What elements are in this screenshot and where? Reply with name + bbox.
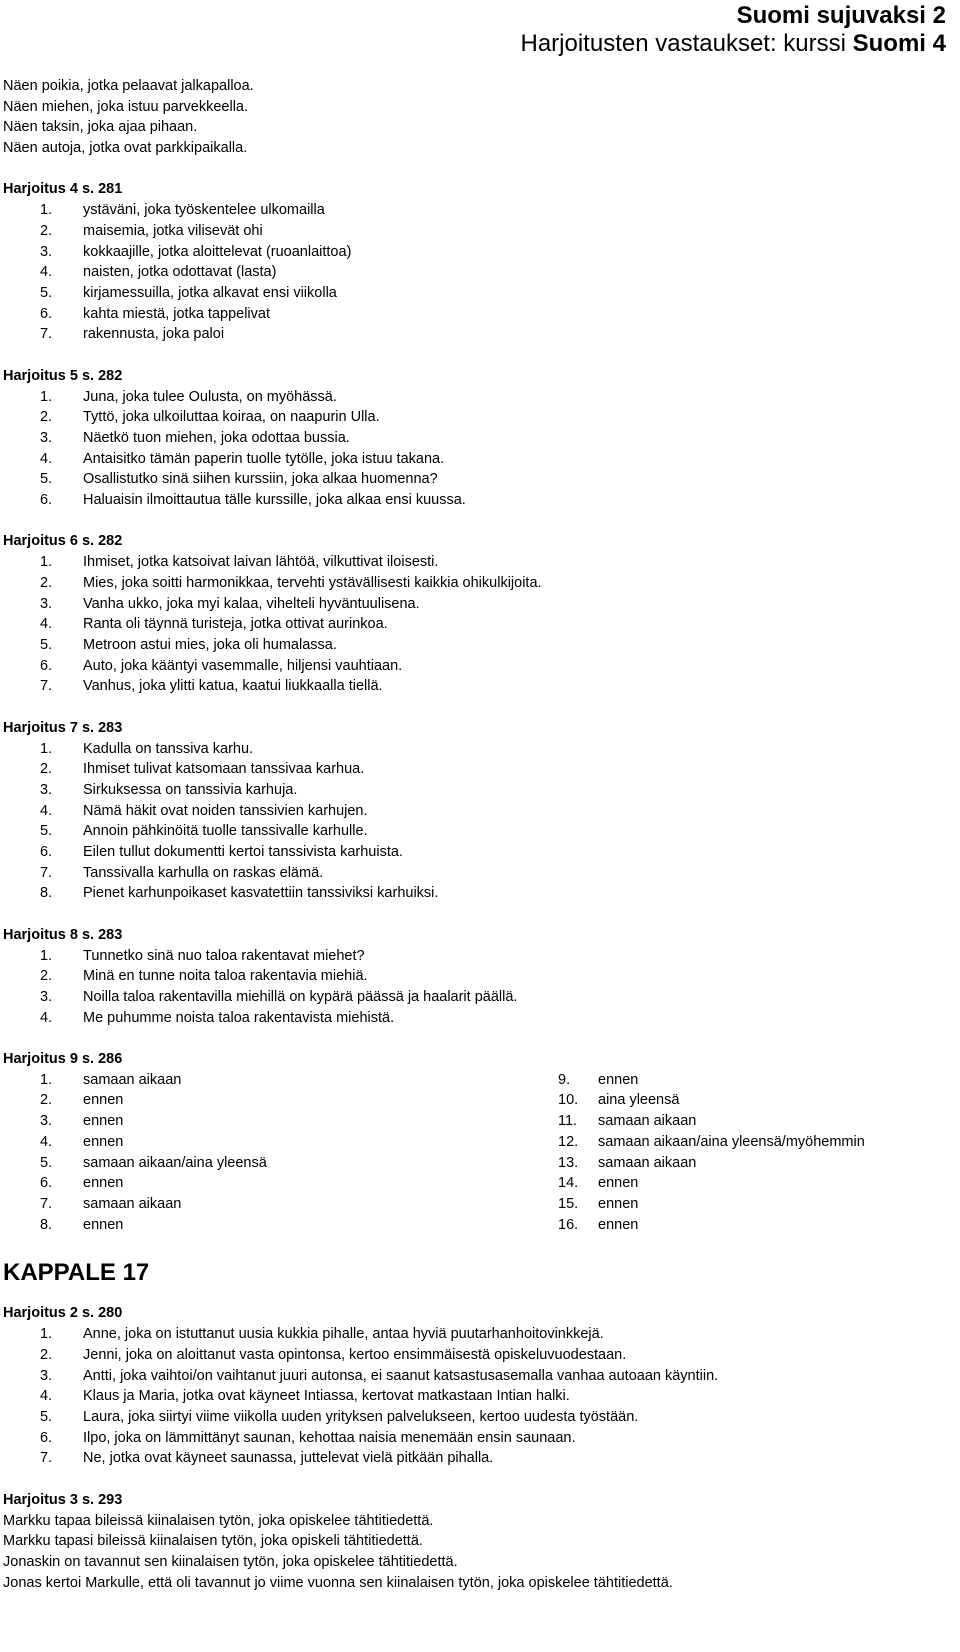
item-text: ennen xyxy=(598,1175,639,1192)
answer-item xyxy=(558,1215,943,1236)
item-number: 7. xyxy=(40,864,53,881)
item-text: Mies, joka soitti harmonikkaa, tervehti ystävällisesti kaikkia ohikulkijoita. xyxy=(83,574,542,591)
answer-item xyxy=(558,1194,943,1215)
item-text: Nämä häkit ovat noiden tanssivien karhujen. xyxy=(83,802,368,819)
answer-item xyxy=(3,946,943,967)
item-text: maisemia, jotka vilisevät ohi xyxy=(83,222,263,239)
item-number: 7. xyxy=(40,326,53,343)
item-text: Juna, joka tulee Oulusta, on myöhässä. xyxy=(83,388,337,405)
answer-item xyxy=(3,1111,558,1132)
answer-item xyxy=(3,842,943,863)
item-text: samaan aikaan xyxy=(83,1195,182,1212)
item-text: Jenni, joka on aloittanut vasta opintonsa, kertoo ensimmäisestä opiskeluvuodestaan. xyxy=(83,1346,627,1363)
item-number: 5. xyxy=(40,471,53,488)
answer-item xyxy=(3,407,943,428)
item-text: Klaus ja Maria, jotka ovat käyneet Intiassa, kertovat matkastaan Intian halki. xyxy=(83,1388,570,1405)
item-number: 1. xyxy=(40,1326,53,1343)
book-title: Suomi sujuvaksi 2 xyxy=(736,2,946,29)
answer-item xyxy=(3,594,943,615)
answer-item xyxy=(558,1090,943,1111)
intro-line: Näen miehen, joka istuu parvekkeella. xyxy=(3,98,249,115)
item-number: 5. xyxy=(40,285,53,301)
item-text: rakennusta, joka paloi xyxy=(83,326,225,343)
item-number: 4. xyxy=(40,1388,53,1405)
item-number: 1. xyxy=(40,202,53,219)
item-number: 5. xyxy=(40,1154,53,1171)
answer-item xyxy=(3,821,943,842)
answer-item xyxy=(558,1132,943,1153)
answer-item xyxy=(3,656,943,677)
item-number: 1. xyxy=(40,1071,53,1088)
item-text: Noilla taloa rakentavilla miehillä on kypärä päässä ja haalarit päällä. xyxy=(83,988,518,1005)
answer-line: Jonaskin on tavannut sen kiinalaisen tytön, joka opiskelee tähtitiedettä. xyxy=(3,1553,458,1570)
item-text: ennen xyxy=(83,1175,124,1192)
item-number: 11. xyxy=(558,1113,578,1130)
intro-line: Näen poikia, jotka pelaavat jalkapalloa. xyxy=(3,78,254,94)
intro-line: Näen autoja, jotka ovat parkkipaikalla. xyxy=(3,140,248,157)
item-text: samaan aikaan/aina yleensä xyxy=(83,1154,267,1171)
item-number: 4. xyxy=(40,450,53,467)
item-text: Metroon astui mies, joka oli humalassa. xyxy=(83,636,337,653)
item-text: Eilen tullut dokumentti kertoi tanssivista karhuista. xyxy=(83,843,403,860)
item-text: ennen xyxy=(598,1216,639,1233)
item-number: 6. xyxy=(40,1175,53,1192)
answer-item xyxy=(3,242,943,263)
item-number: 3. xyxy=(40,595,53,612)
item-text: kahta miestä, jotka tappelivat xyxy=(83,305,270,322)
answer-item xyxy=(558,1173,943,1194)
answer-item xyxy=(3,304,943,325)
item-number: 7. xyxy=(40,678,53,695)
item-number: 1. xyxy=(40,947,53,964)
exercise-heading: Harjoitus 5 s. 282 xyxy=(3,367,123,384)
answer-item xyxy=(558,1153,943,1174)
item-text: samaan aikaan xyxy=(598,1154,697,1171)
subtitle-prefix: Harjoitusten vastaukset: kurssi xyxy=(520,30,846,57)
item-number: 4. xyxy=(40,1009,53,1026)
item-text: aina yleensä xyxy=(598,1092,680,1109)
item-number: 1. xyxy=(40,388,53,405)
item-text: Tunnetko sinä nuo taloa rakentavat miehet? xyxy=(83,947,365,964)
answer-item xyxy=(3,739,943,760)
item-number: 4. xyxy=(40,616,53,633)
answer-item xyxy=(3,676,943,697)
item-text: ennen xyxy=(598,1195,639,1212)
answers-left-column xyxy=(3,1070,558,1236)
item-text: Sirkuksessa on tanssivia karhuja. xyxy=(83,781,298,798)
intro-block xyxy=(3,76,943,159)
item-text: ennen xyxy=(83,1092,124,1109)
item-text: Haluaisin ilmoittautua tälle kurssille, joka alkaa ensi kuussa. xyxy=(83,492,466,508)
answer-item xyxy=(3,221,943,242)
answer-item xyxy=(3,428,943,449)
item-text: Vanha ukko, joka myi kalaa, vihelteli hyväntuulisena. xyxy=(83,595,420,612)
answer-item xyxy=(558,1111,943,1132)
item-number: 2. xyxy=(40,409,53,426)
item-number: 14. xyxy=(558,1175,579,1192)
exercise-heading: Harjoitus 3 s. 293 xyxy=(3,1491,123,1508)
answer-item xyxy=(3,490,943,511)
answer-item xyxy=(3,387,943,408)
item-text: ennen xyxy=(598,1071,639,1088)
item-number: 2. xyxy=(40,222,53,239)
item-number: 3. xyxy=(40,988,53,1005)
item-number: 15. xyxy=(558,1195,579,1212)
item-number: 9. xyxy=(558,1071,571,1088)
item-number: 5. xyxy=(40,1409,53,1425)
intro-line: Näen taksin, joka ajaa pihaan. xyxy=(3,119,198,136)
exercise-heading: Harjoitus 4 s. 281 xyxy=(3,181,123,198)
item-number: 2. xyxy=(40,574,53,591)
answer-item xyxy=(3,780,943,801)
answer-item xyxy=(3,1173,558,1194)
item-number: 6. xyxy=(40,492,53,508)
item-text: ystäväni, joka työskentelee ulkomailla xyxy=(83,202,325,219)
exercise-heading: Harjoitus 9 s. 286 xyxy=(3,1050,123,1067)
item-number: 4. xyxy=(40,1133,53,1150)
item-text: Auto, joka kääntyi vasemmalle, hiljensi vauhtiaan. xyxy=(83,657,403,674)
item-text: kirjamessuilla, jotka alkavat ensi viikolla xyxy=(83,285,337,301)
item-text: samaan aikaan xyxy=(83,1071,182,1088)
answer-item xyxy=(3,966,943,987)
answer-item xyxy=(3,283,943,304)
item-number: 2. xyxy=(40,968,53,985)
answer-line: Jonas kertoi Markulle, että oli tavannut jo viime vuonna sen kiinalaisen tytön, joka opiskelee tähtitiedettä. xyxy=(3,1574,673,1591)
answer-item xyxy=(3,1215,558,1236)
chapter-heading: KAPPALE 17 xyxy=(3,1259,150,1287)
book-subtitle xyxy=(521,30,947,58)
item-text: Minä en tunne noita taloa rakentavia miehiä. xyxy=(83,968,368,985)
answer-item xyxy=(3,759,943,780)
item-text: Vanhus, joka ylitti katua, kaatui liukkaalla tiellä. xyxy=(83,678,383,695)
answer-item xyxy=(3,552,943,573)
item-text: Me puhumme noista taloa rakentavista miehistä. xyxy=(83,1009,395,1026)
item-number: 3. xyxy=(40,243,53,260)
exercise-heading: Harjoitus 7 s. 283 xyxy=(3,719,123,736)
answer-item xyxy=(3,614,943,635)
answer-item xyxy=(3,1448,943,1469)
item-number: 1. xyxy=(40,554,53,571)
item-number: 12. xyxy=(558,1133,579,1150)
answer-line: Markku tapasi bileissä kiinalaisen tytön, joka opiskeli tähtitiedettä. xyxy=(3,1533,423,1550)
item-text: samaan aikaan xyxy=(598,1113,697,1130)
item-number: 3. xyxy=(40,781,53,798)
item-text: Pienet karhunpoikaset kasvatettiin tanssiviksi karhuiksi. xyxy=(83,885,439,902)
item-number: 7. xyxy=(40,1195,53,1212)
answer-item xyxy=(3,863,943,884)
answer-item xyxy=(3,1008,943,1029)
answer-item xyxy=(3,1345,943,1366)
item-number: 5. xyxy=(40,823,53,840)
exercise-heading: Harjoitus 2 s. 280 xyxy=(3,1305,123,1322)
item-number: 6. xyxy=(40,1429,53,1446)
answer-item xyxy=(3,635,943,656)
page-header xyxy=(521,2,947,58)
item-text: ennen xyxy=(83,1113,124,1130)
item-text: Anne, joka on istuttanut uusia kukkia pihalle, antaa hyviä puutarhanhoitovinkkejä. xyxy=(83,1326,604,1343)
item-text: Antaisitko tämän paperin tuolle tytölle, joka istuu takana. xyxy=(83,450,445,467)
answer-item xyxy=(3,987,943,1008)
item-number: 6. xyxy=(40,657,53,674)
item-text: Osallistutko sinä siihen kurssiin, joka alkaa huomenna? xyxy=(83,471,438,488)
item-number: 1. xyxy=(40,740,53,757)
exercise-heading: Harjoitus 6 s. 282 xyxy=(3,533,123,550)
answer-line: Markku tapaa bileissä kiinalaisen tytön, joka opiskelee tähtitiedettä. xyxy=(3,1512,434,1529)
item-number: 13. xyxy=(558,1154,579,1171)
item-number: 8. xyxy=(40,1216,53,1233)
item-number: 4. xyxy=(40,264,53,281)
item-text: naisten, jotka odottavat (lasta) xyxy=(83,264,277,281)
answer-item xyxy=(3,1324,943,1345)
subtitle-course: Suomi 4 xyxy=(852,30,946,57)
item-number: 5. xyxy=(40,636,53,653)
item-number: 4. xyxy=(40,802,53,819)
item-text: samaan aikaan/aina yleensä/myöhemmin xyxy=(598,1133,865,1150)
answer-item xyxy=(3,469,943,490)
answer-item xyxy=(3,262,943,283)
item-text: Tanssivalla karhulla on raskas elämä. xyxy=(83,864,324,881)
item-text: Ranta oli täynnä turisteja, jotka ottivat aurinkoa. xyxy=(83,616,388,633)
item-number: 7. xyxy=(40,1450,53,1467)
item-number: 8. xyxy=(40,885,53,902)
answer-item xyxy=(3,573,943,594)
answer-item xyxy=(558,1070,943,1091)
two-column-answers xyxy=(3,1070,943,1236)
item-text: Laura, joka siirtyi viime viikolla uuden yrityksen palvelukseen, kertoo uudesta työstään. xyxy=(83,1409,639,1425)
answer-item xyxy=(3,1386,943,1407)
item-number: 10. xyxy=(558,1092,579,1109)
item-number: 3. xyxy=(40,1367,53,1384)
answer-item xyxy=(3,1194,558,1215)
answer-item xyxy=(3,324,943,345)
answer-item xyxy=(3,1153,558,1174)
item-text: Ihmiset tulivat katsomaan tanssivaa karhua. xyxy=(83,761,365,778)
item-text: Annoin pähkinöitä tuolle tanssivalle karhulle. xyxy=(83,823,368,840)
item-number: 2. xyxy=(40,1092,53,1109)
answer-item xyxy=(3,1407,943,1428)
item-text: Ihmiset, jotka katsoivat laivan lähtöä, vilkuttivat iloisesti. xyxy=(83,554,439,571)
answer-item xyxy=(3,1132,558,1153)
item-text: ennen xyxy=(83,1216,124,1233)
answer-item xyxy=(3,449,943,470)
item-text: kokkaajille, jotka aloittelevat (ruoanlaittoa) xyxy=(83,243,352,260)
item-number: 16. xyxy=(558,1216,579,1233)
item-text: Tyttö, joka ulkoiluttaa koiraa, on naapurin Ulla. xyxy=(83,409,380,426)
answer-item xyxy=(3,1070,558,1091)
item-number: 3. xyxy=(40,429,53,446)
item-number: 6. xyxy=(40,305,53,322)
answer-item xyxy=(3,1428,943,1449)
item-number: 2. xyxy=(40,761,53,778)
answer-item xyxy=(3,1090,558,1111)
answers-right-column xyxy=(558,1070,943,1236)
item-number: 2. xyxy=(40,1346,53,1363)
exercise-heading: Harjoitus 8 s. 283 xyxy=(3,926,123,943)
item-text: Ilpo, joka on lämmittänyt saunan, kehottaa naisia menemään ensin saunaan. xyxy=(83,1429,576,1446)
answer-item xyxy=(3,801,943,822)
answer-item xyxy=(3,1366,943,1387)
item-text: Ne, jotka ovat käyneet saunassa, juttelevat vielä pitkään pihalla. xyxy=(83,1450,494,1467)
item-text: Kadulla on tanssiva karhu. xyxy=(83,740,254,757)
answer-item xyxy=(3,200,943,221)
item-text: ennen xyxy=(83,1133,124,1150)
answer-item xyxy=(3,883,943,904)
document-body xyxy=(3,76,943,1593)
item-text: Näetkö tuon miehen, joka odottaa bussia. xyxy=(83,429,350,446)
item-number: 3. xyxy=(40,1113,53,1130)
item-number: 6. xyxy=(40,843,53,860)
item-text: Antti, joka vaihtoi/on vaihtanut juuri autonsa, ei saanut katsastusasemalla vanhaa autoaan käyntiin. xyxy=(83,1367,719,1384)
